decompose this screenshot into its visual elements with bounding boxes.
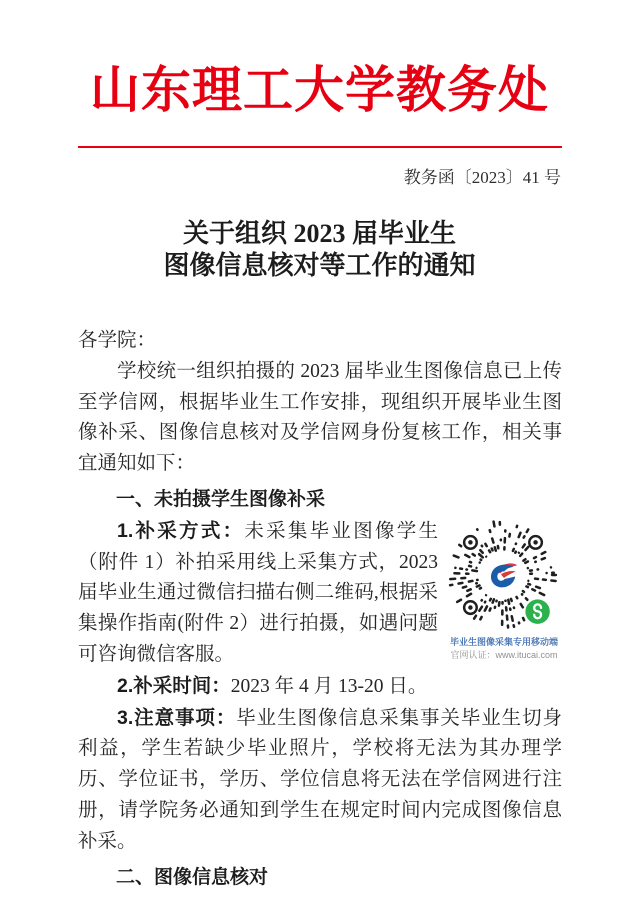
section1-heading: 一、未拍摄学生图像补采 [116, 488, 326, 510]
notice-title-line1: 关于组织 2023 届毕业生 [182, 219, 456, 248]
item3-paragraph [78, 703, 562, 858]
qr-caption-line1: 毕业生图像采集专用移动端 [449, 636, 558, 647]
item2-paragraph [78, 671, 562, 703]
qr-eye-bottom-left [464, 601, 477, 614]
intro-paragraph: 学校统一组织拍摄的 2023 届毕业生图像信息已上传至学信网，根据毕业生工作安排，现组织开展毕业生图像补采、图像信息核对及学信网身份复核工作，相关事宜通知如下： [78, 360, 562, 475]
section2-heading: 二、图像信息核对 [116, 866, 269, 888]
qr-code [446, 520, 560, 634]
qr-eye-top-left [464, 536, 477, 549]
salutation: 各学院： [78, 330, 157, 351]
qr-miniprogram-badge [525, 599, 549, 623]
item1-text: 未采集毕业图像学生（附件 1）补拍采用线上采集方式，2023 届毕业生通过微信扫描右侧二维码,根据采集操作指南(附件 2）进行拍摄，如遇问题可咨询微信客服。 [78, 520, 438, 665]
item1-label: 1.补采方式： [117, 519, 245, 542]
doc-number: 教务函〔2023〕41 号 [403, 168, 561, 187]
item3-label: 3.注意事项： [117, 706, 237, 729]
item2-label: 2.补采时间： [117, 674, 231, 697]
org-title: 山东理工大学教务处 [90, 62, 549, 118]
notice-title [0, 218, 639, 282]
qr-caption-line2: 官网认证：www.itucai.com [450, 649, 558, 660]
document-body [78, 326, 562, 893]
qr-block [446, 520, 562, 662]
red-divider-line [78, 146, 562, 148]
item3-text: 毕业生图像信息采集事关毕业生切身利益，学生若缺少毕业照片，学校将无法为其办理学历、学位证书，学历、学位信息将无法在学信网进行注册，请学院务必通知到学生在规定时间内完成图像信息补采。 [78, 707, 562, 852]
item2-text: 2023 年 4 月 13-20 日。 [230, 675, 428, 697]
qr-eye-top-right [529, 536, 542, 549]
notice-title-line2: 图像信息核对等工作的通知 [163, 251, 476, 280]
